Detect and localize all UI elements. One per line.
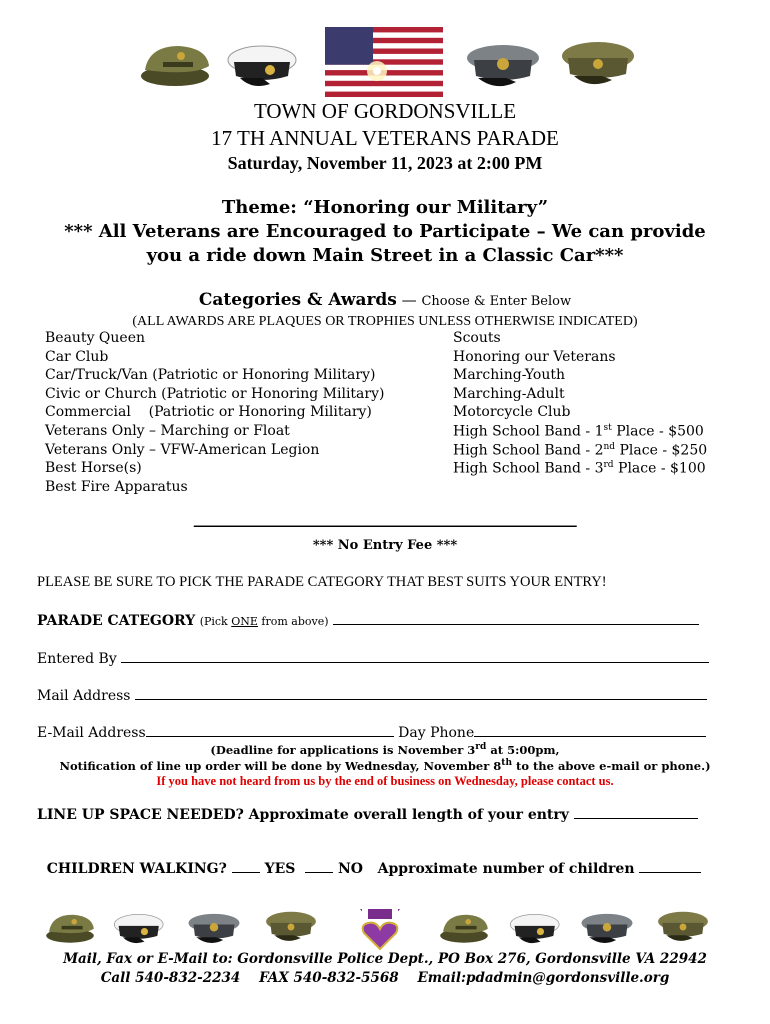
day-phone-field[interactable] [474,724,706,737]
navy-cap-icon [110,908,166,948]
email-address-field[interactable] [146,724,394,737]
officer-cap-icon [578,908,636,948]
category-item: Veterans Only – Marching or Float [45,422,290,439]
band-award-third: High School Band - 3rd Place - $100 [453,460,706,477]
parade-category-field[interactable] [333,612,699,625]
category-item: Marching-Adult [453,385,565,402]
category-item: Civic or Church (Patriotic or Honoring Military) [45,385,385,402]
army-cap-icon [654,906,712,948]
theme-line: Theme: “Honoring our Military” [221,197,549,218]
parade-category-row [37,612,699,629]
classic-car-line: you a ride down Main Street in a Classic Car*** [146,245,624,266]
parade-title: 17 TH ANNUAL VETERANS PARADE [211,126,559,150]
lineup-row [37,806,698,823]
contact-line: Call 540-832-2234 FAX 540-832-5568 Email:pdadmin@gordonsville.org [100,970,670,986]
entered-by-row [37,650,709,667]
no-field[interactable] [305,860,333,873]
contact-warning: If you have not heard from us by the end of business on Wednesday, please contact us. [156,774,614,788]
contact-row [37,724,706,741]
notification-note: Notification of line up order will be done by Wednesday, November 8th to the above e-mail or phone.) [59,758,711,773]
categories-right-list [453,330,707,479]
category-notice: PLEASE BE SURE TO PICK THE PARADE CATEGORY THAT BEST SUITS YOUR ENTRY! [37,574,607,590]
category-item: Honoring our Veterans [453,348,616,365]
category-item: Beauty Queen [45,330,146,346]
purple-heart-icon [356,905,404,953]
mail-address-field[interactable] [135,687,707,700]
entered-by-field[interactable] [121,650,709,663]
officer-cap-icon [462,38,544,92]
category-item: Marching-Youth [453,367,565,384]
categories-subtitle: Choose & Enter Below [421,294,572,309]
approx-children-label: Approximate number of children [377,861,635,877]
children-row [37,844,701,877]
awards-note: (ALL AWARDS ARE PLAQUES OR TROPHIES UNLESS OTHERWISE INDICATED) [132,314,638,329]
navy-cap-icon [506,908,562,948]
army-cap-icon [42,910,98,946]
lineup-length-field[interactable] [574,806,698,819]
mail-address-label: Mail Address [37,688,131,704]
mail-address-row [37,687,707,704]
army-cap-icon [135,40,215,90]
band-award-first: High School Band - 1st Place - $500 [453,422,704,440]
lineup-label: LINE UP SPACE NEEDED? Approximate overall length of your entry [37,807,569,823]
yes-label: YES [264,861,296,877]
categories-title: Categories & Awards [198,290,397,310]
categories-left-list [45,330,384,497]
section-divider: ___________________________________________________ [193,508,577,527]
category-item: Best Horse(s) [45,460,142,477]
category-item: Commercial (Patriotic or Honoring Military) [45,404,372,421]
army-cap-icon [556,36,640,92]
category-item: Best Fire Apparatus [45,478,188,495]
no-label: NO [338,861,363,877]
entry-fee: *** No Entry Fee *** [312,538,458,553]
yes-field[interactable] [232,860,260,873]
mail-instructions: Mail, Fax or E-Mail to: Gordonsville Police Dept., PO Box 276, Gordonsville VA 22942 [63,951,707,967]
army-cap-icon [262,906,320,948]
category-item: Car/Truck/Van (Patriotic or Honoring Military) [45,367,376,384]
entered-by-label: Entered By [37,651,117,667]
day-phone-label: Day Phone [398,725,475,741]
parade-date: Saturday, November 11, 2023 at 2:00 PM [227,153,543,173]
category-item: Scouts [453,330,501,346]
categories-heading [0,290,770,310]
categories-dash: — [396,291,422,309]
army-cap-icon [436,910,492,946]
us-flag-icon [325,27,443,97]
children-count-field[interactable] [639,860,701,873]
category-item: Veterans Only – VFW-American Legion [45,441,320,458]
category-item: Car Club [45,348,109,365]
town-title: TOWN OF GORDONSVILLE [253,99,517,123]
parade-category-hint: (Pick ONE from above) [199,615,329,628]
children-walking-label: CHILDREN WALKING? [46,861,227,877]
officer-cap-icon [185,908,243,948]
category-item: Motorcycle Club [453,404,571,421]
band-award-second: High School Band - 2nd Place - $250 [453,441,708,459]
navy-cap-icon [222,38,300,92]
deadline-note: (Deadline for applications is November 3rd at 5:00pm, [210,742,560,757]
email-address-label: E-Mail Address [37,725,146,741]
veterans-encouraged-line: *** All Veterans are Encouraged to Participate – We can provide [64,221,706,242]
parade-category-label: PARADE CATEGORY [37,613,196,629]
